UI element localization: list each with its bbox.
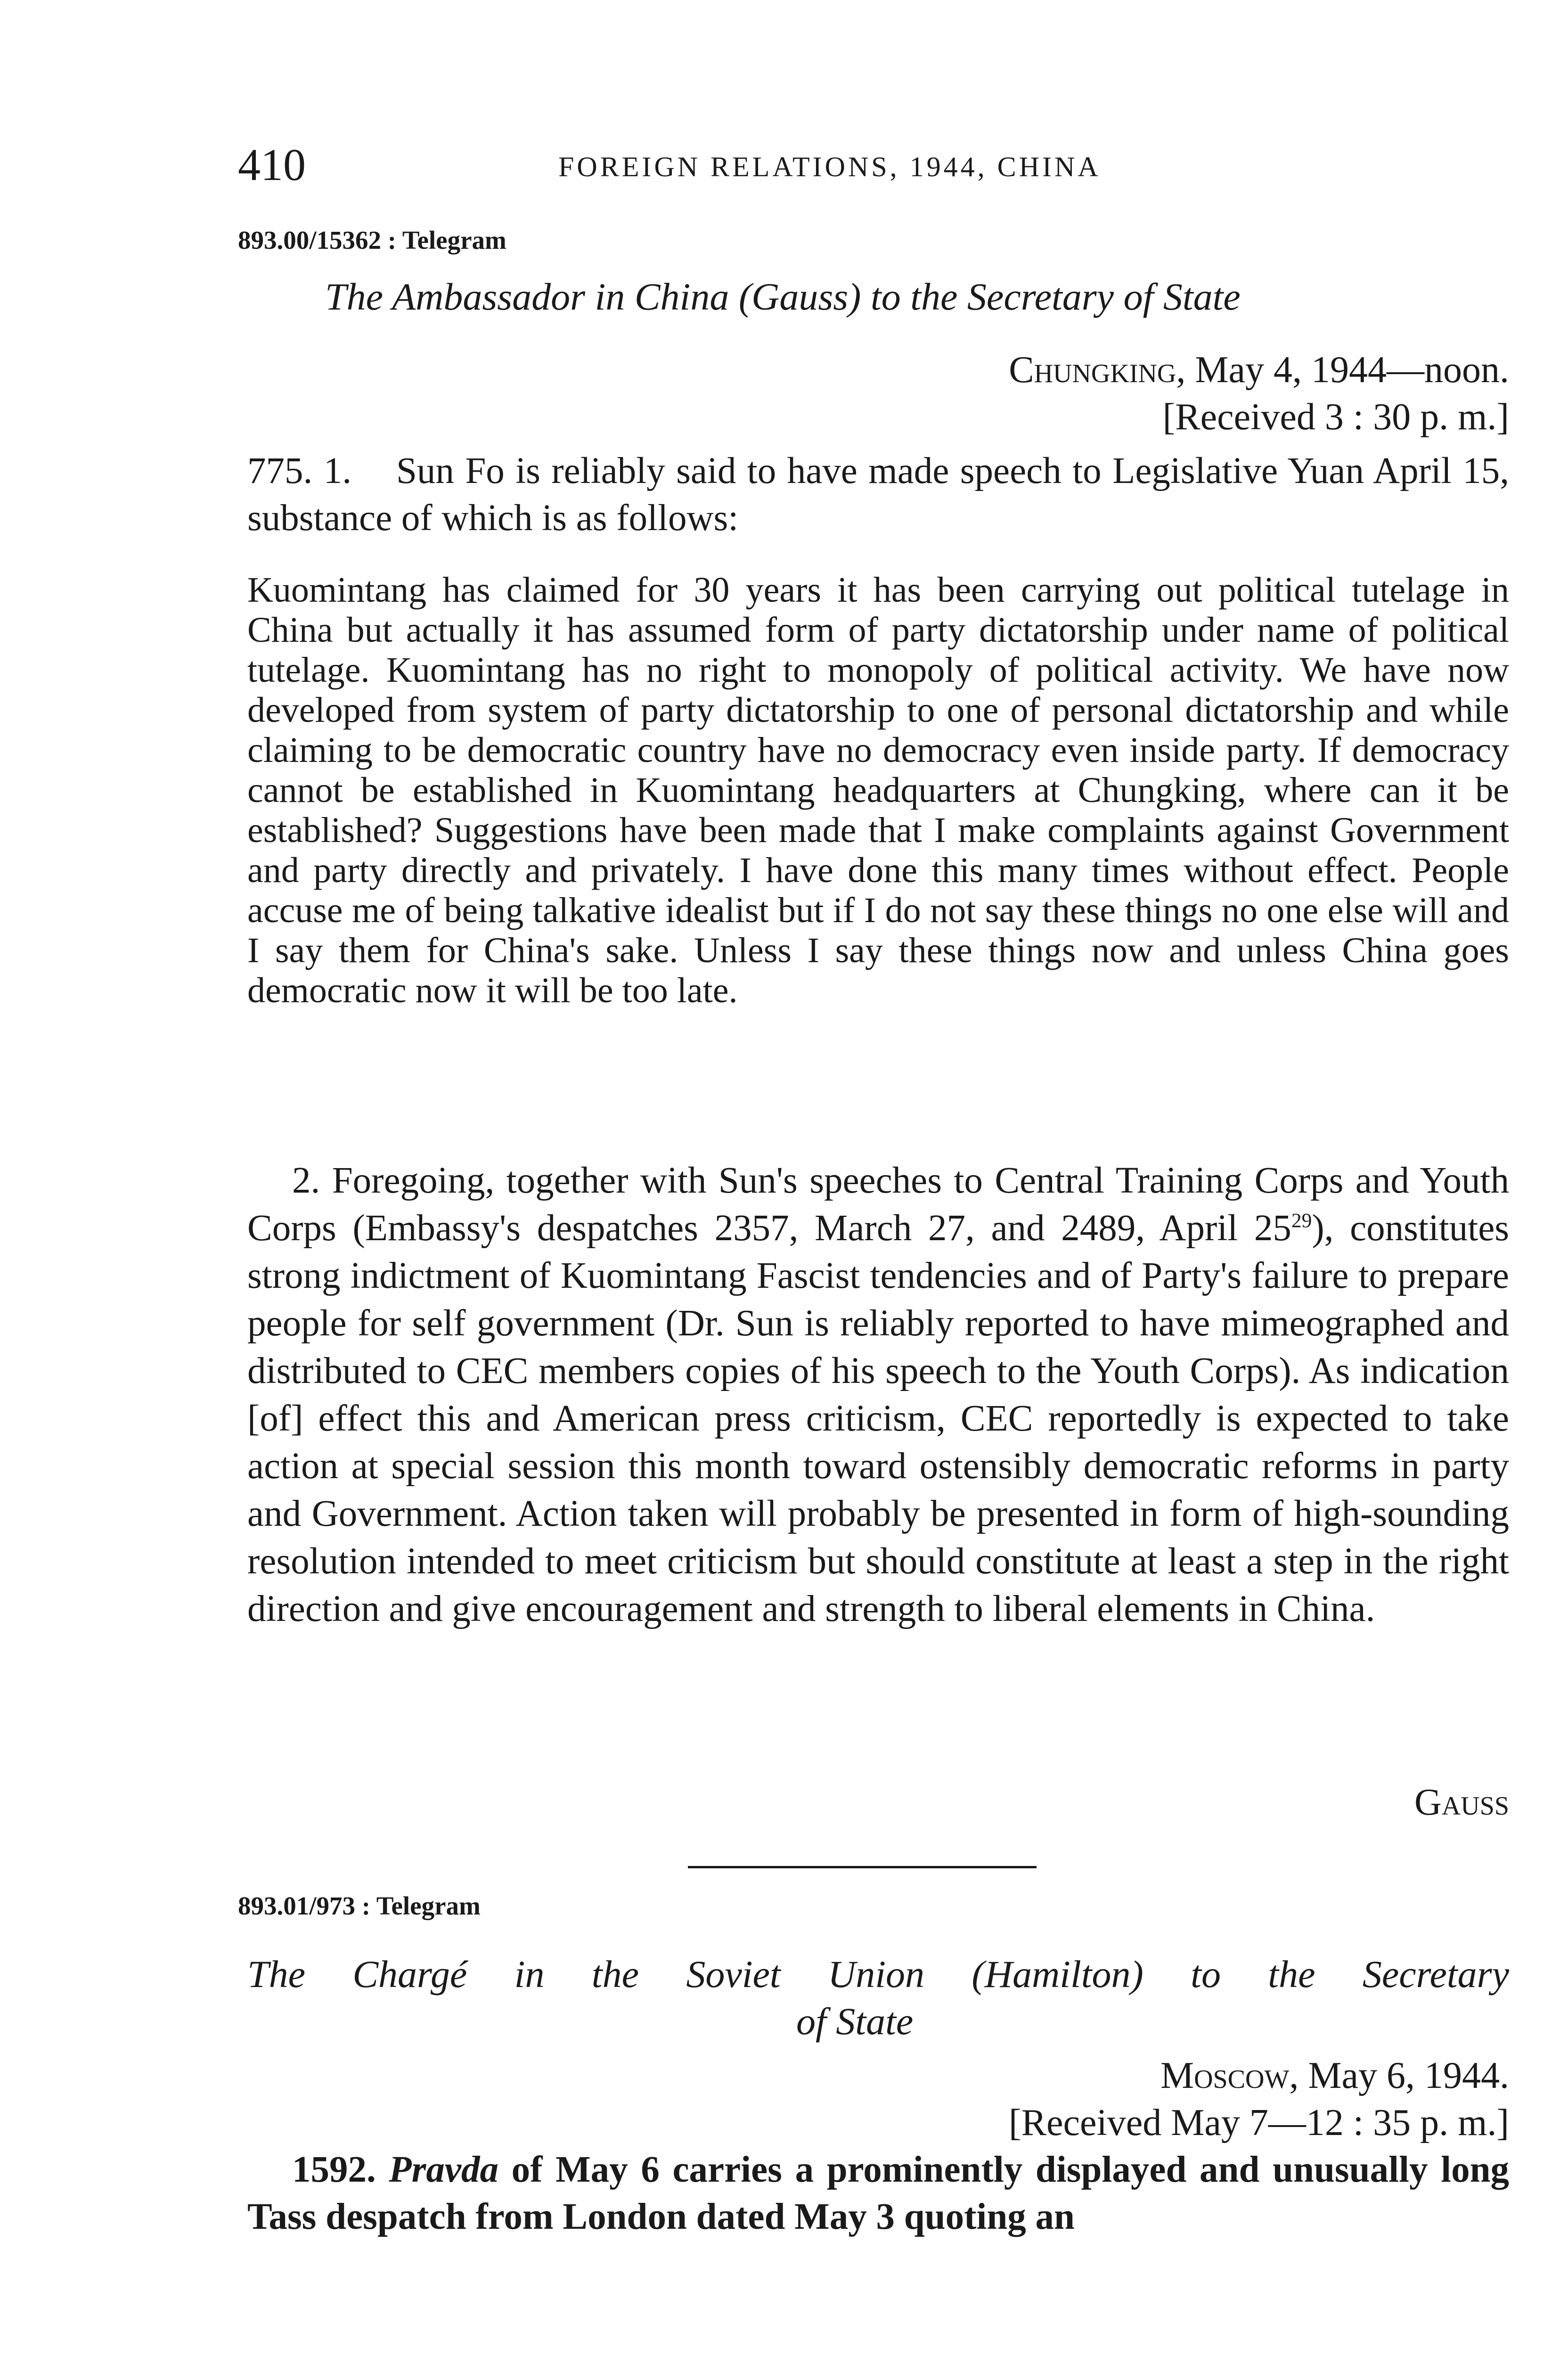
received-line: [Received May 7—12 : 35 p. m.] — [1009, 2102, 1509, 2143]
running-header — [238, 137, 1510, 193]
paragraph — [247, 2146, 1509, 2241]
document-heading-continued: of State — [796, 2000, 914, 2043]
document-heading: The Chargé in the Soviet Union (Hamilton) to the Secretary — [247, 1953, 1509, 1996]
dateline — [1160, 2052, 1509, 2099]
signature: Gauss — [1414, 1782, 1509, 1823]
paragraph-text: ), constitutes strong indictment of Kuomintang Fascist tendencies and of Party's failure to prepare people for self government (Dr. Sun is reliably reported to have mimeographed and distributed to CEC members copies of his speech to the Youth Corps). As indication [of] effect this and American press criticism, CEC reportedly is expected to take action at special session this month toward ostensibly democratic reforms in party and Government. Action taken will probably be presented in form of high-sounding resolution intended to meet criticism but should constitute at least a step in the right direction and give encouragement and strength to liberal elements in China. — [247, 1208, 1510, 1629]
footnote-reference: 29 — [1291, 1209, 1312, 1232]
paragraph — [247, 1157, 1509, 1633]
paragraph-number: 775. 1. — [247, 450, 351, 491]
dateline-date: , May 4, 1944—noon. — [1176, 349, 1509, 391]
paragraph-number: 1592. — [292, 2149, 376, 2190]
publication-name: Pravda — [389, 2149, 498, 2190]
paragraph-text: of May 6 carries a prominently displayed and unusually long Tass despatch from London dated May 3 quoting an — [247, 2149, 1510, 2237]
section-divider — [688, 1866, 1037, 1868]
dateline-place: Moscow — [1160, 2055, 1290, 2096]
dateline — [1009, 346, 1509, 393]
document-heading: The Ambassador in China (Gauss) to the Secretary of State — [325, 275, 1241, 318]
file-reference: 893.01/973 : Telegram — [238, 1891, 481, 1920]
paragraph-text: 2. Foregoing, together with Sun's speeches to Central Training Corps and Youth Corps (Embassy's despatches 2357, March 27, and 2489, April 25 — [247, 1160, 1509, 1249]
paragraph-text: Sun Fo is reliably said to have made speech to Legislative Yuan April 15, substance of which is as follows: — [247, 450, 1510, 539]
received-line: [Received 3 : 30 p. m.] — [1162, 396, 1509, 438]
quoted-speech: Kuomintang has claimed for 30 years it has been carrying out political tutelage in China but actually it has assumed form of party dictatorship under name of political tutelage. Kuomintang has no right to monopoly of political activity. We have now developed from system of party dictatorship to one of personal dictatorship and while claiming to be democratic country have no democracy even inside party. If democracy cannot be established in Kuomintang headquarters at Chungking, where can it be established? Suggestions have been made that I make complaints against Government and party directly and privately. I have done this many times without effect. People accuse me of being talkative idealist but if I do not say these things no one else will and I say them for China's sake. Unless I say these things now and unless China goes democratic now it will be too late. — [247, 570, 1509, 1010]
file-reference: 893.00/15362 : Telegram — [238, 226, 506, 254]
page-number: 410 — [238, 139, 306, 190]
paragraph — [247, 448, 1509, 542]
dateline-date: , May 6, 1944. — [1289, 2055, 1509, 2096]
dateline-place: Chungking — [1009, 349, 1176, 391]
running-title: FOREIGN RELATIONS, 1944, CHINA — [558, 151, 1101, 182]
